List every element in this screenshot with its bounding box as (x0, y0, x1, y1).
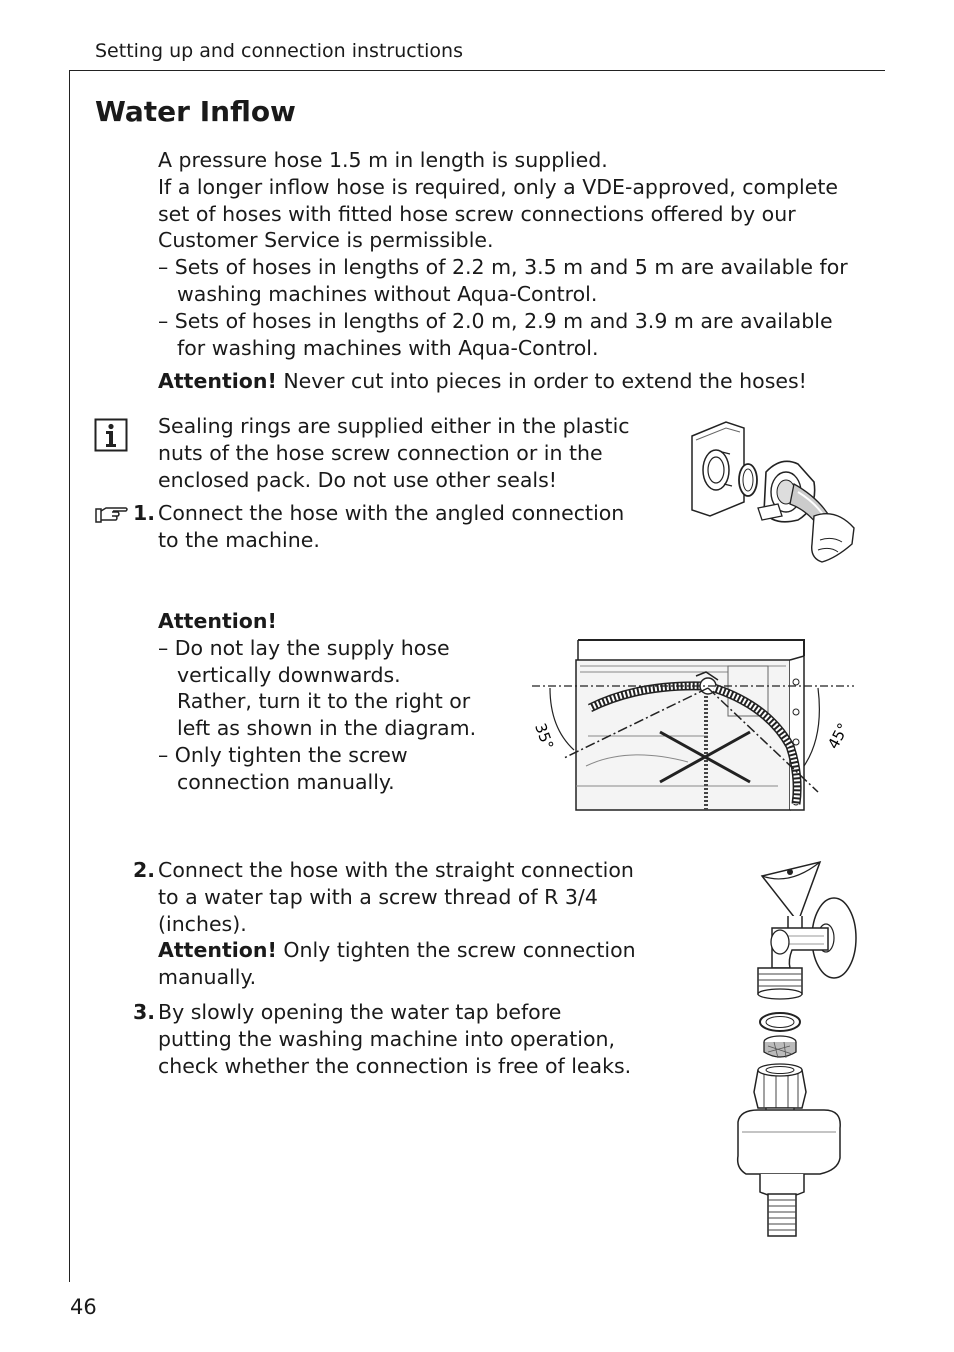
header-rule (69, 70, 885, 71)
info-note: Sealing rings are supplied either in the plastic nuts of the hose screw connection or in the enclosed pack. Do not use other seals! (158, 414, 630, 492)
intro-attention (158, 368, 858, 395)
attention-2-label: Attention! (158, 609, 277, 633)
attention-2-bullet-2: – Only tighten the screw connection manually. (158, 742, 408, 794)
step-1-text: Connect the hose with the angled connection to the machine. (158, 501, 625, 552)
attention-2-bullet-1: – Do not lay the supply hose vertically downwards. Rather, turn it to the right or left as shown in the diagram. (158, 635, 477, 741)
step-2-text: Connect the hose with the straight connection to a water tap with a screw thread of R 3/4 (inches). (158, 858, 634, 936)
step-2-attention (158, 937, 638, 991)
margin-rule (69, 70, 70, 1282)
intro-block (158, 147, 858, 395)
water-tap-illustration (728, 856, 868, 1242)
intro-line-2: If a longer inflow hose is required, only a VDE-approved, complete set of hoses with fitted hose screw connections offered by our Customer Service is permissible. (158, 174, 839, 253)
step-2-attention-text: Only tighten the screw connection manually. (158, 938, 636, 990)
step-2-number: 2. (133, 858, 156, 882)
step-3-number: 3. (133, 1000, 156, 1024)
hose-set-bullet-2: – Sets of hoses in lengths of 2.0 m, 2.9 m and 3.9 m are available for washing machines with Aqua-Control. (158, 308, 833, 360)
hose-connection-illustration (686, 412, 861, 567)
intro-line-1: A pressure hose 1.5 m in length is supplied. (158, 148, 608, 172)
step-2-block (158, 857, 638, 991)
step-3-text: By slowly opening the water tap before putting the washing machine into operation, check whether the connection is free of leaks. (158, 1000, 632, 1078)
attention-label: Attention! (158, 369, 277, 394)
attention-block-2 (158, 608, 478, 796)
attention-text: Never cut into pieces in order to extend the hoses! (276, 369, 807, 394)
page-title: Water Inflow (95, 95, 296, 128)
page-number: 46 (70, 1295, 97, 1319)
hose-set-bullet-1: – Sets of hoses in lengths of 2.2 m, 3.5 m and 5 m are available for washing machines without Aqua-Control. (158, 255, 848, 306)
angle-35-label: 35° (531, 720, 558, 752)
hose-angle-diagram (528, 636, 860, 816)
section-header: Setting up and connection instructions (95, 40, 463, 62)
step-2-attention-label: Attention! (158, 938, 277, 963)
step-1-number: 1. (133, 501, 156, 525)
pointing-hand-icon (94, 505, 130, 525)
angle-45-label: 45° (824, 720, 853, 752)
info-icon (94, 418, 128, 452)
